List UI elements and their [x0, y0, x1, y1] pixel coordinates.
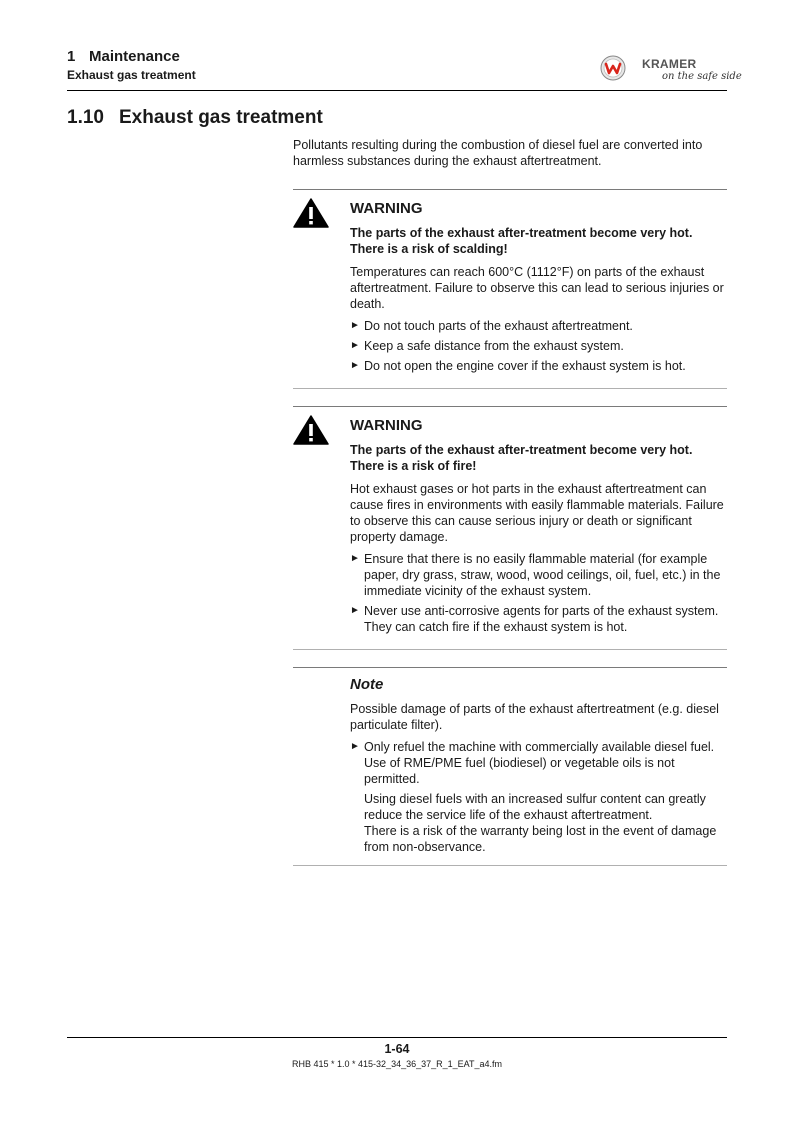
note-text: Possible damage of parts of the exhaust aftertreatment (e.g. diesel particulate filter). [350, 702, 719, 732]
note-sub-line: Using diesel fuels with an increased sulfur content can greatly reduce the service life of the exhaust aftertreatment. [364, 792, 706, 822]
header-section-title: Exhaust gas treatment [67, 68, 196, 82]
header-chapter-number: 1 [67, 48, 76, 65]
intro-paragraph: Pollutants resulting during the combustion of diesel fuel are converted into harmless substances during the exhaust aftertreatment. [293, 138, 703, 168]
warning-lead: The parts of the exhaust after-treatment become very hot. There is a risk of fire! [350, 443, 693, 473]
header-chapter-title: Maintenance [89, 48, 180, 65]
note-sub-line: There is a risk of the warranty being lost in the event of damage from non-observance. [364, 824, 717, 854]
section-title: Exhaust gas treatment [119, 107, 323, 128]
header-divider [67, 90, 727, 91]
warning-steps [350, 318, 727, 374]
list-item [350, 739, 727, 787]
arrow-right-icon: ► [350, 320, 360, 331]
note-title: Note [350, 676, 384, 693]
arrow-right-icon: ► [350, 605, 360, 616]
section-number: 1.10 [67, 107, 104, 128]
step-text: Only refuel the machine with commercially available diesel fuel. Use of RME/PME fuel (biodiesel) or vegetable oils is not permitted. [364, 740, 715, 786]
warning-triangle-icon [293, 198, 329, 228]
list-item [350, 358, 727, 374]
footer-divider [67, 1037, 727, 1038]
step-text: Ensure that there is no easily flammable material (for example paper, dry grass, straw, wood, wood ceilings, oil, fuel, etc.) in the immediate vicinity of the exhaust system. [364, 552, 721, 598]
arrow-right-icon: ► [350, 741, 360, 752]
list-item [350, 551, 727, 599]
note-box [293, 667, 727, 866]
kramer-badge-icon [600, 55, 626, 81]
warning-text: Temperatures can reach 600°C (1112°F) on parts of the exhaust aftertreatment. Failure to observe this can lead to serious injuries or death. [350, 265, 724, 311]
note-steps [350, 739, 727, 787]
page-title [67, 107, 323, 129]
list-item [350, 338, 727, 354]
list-item [350, 318, 727, 334]
warning-lead: The parts of the exhaust after-treatment become very hot. There is a risk of scalding! [350, 226, 693, 256]
warning-title: WARNING [350, 417, 423, 434]
warning-fire [293, 406, 727, 650]
arrow-right-icon: ► [350, 553, 360, 564]
document-reference: RHB 415 * 1.0 * 415-32_34_36_37_R_1_EAT_a4.fm [292, 1059, 502, 1069]
page-number: 1-64 [384, 1042, 410, 1056]
arrow-right-icon: ► [350, 360, 360, 371]
header-chapter [67, 48, 180, 65]
logo-brand-name: KRAMER [642, 57, 697, 71]
warning-text: Hot exhaust gases or hot parts in the exhaust aftertreatment can cause fires in environments with easily flammable materials. Failure to observe this can cause serious injury or death or significant property damage. [350, 482, 724, 544]
arrow-right-icon: ► [350, 340, 360, 351]
step-text: Never use anti-corrosive agents for parts of the exhaust system. They can catch fire if the exhaust system is hot. [364, 604, 719, 634]
warning-steps [350, 551, 727, 635]
warning-title: WARNING [350, 200, 423, 217]
logo-tagline: on the safe side [662, 71, 742, 82]
warning-scalding [293, 189, 727, 389]
kramer-logo [600, 53, 742, 87]
main-content [293, 137, 727, 883]
step-text: Keep a safe distance from the exhaust system. [364, 339, 624, 353]
warning-triangle-icon [293, 415, 329, 445]
step-text: Do not open the engine cover if the exhaust system is hot. [364, 359, 686, 373]
list-item [350, 603, 727, 635]
step-text: Do not touch parts of the exhaust aftertreatment. [364, 319, 633, 333]
